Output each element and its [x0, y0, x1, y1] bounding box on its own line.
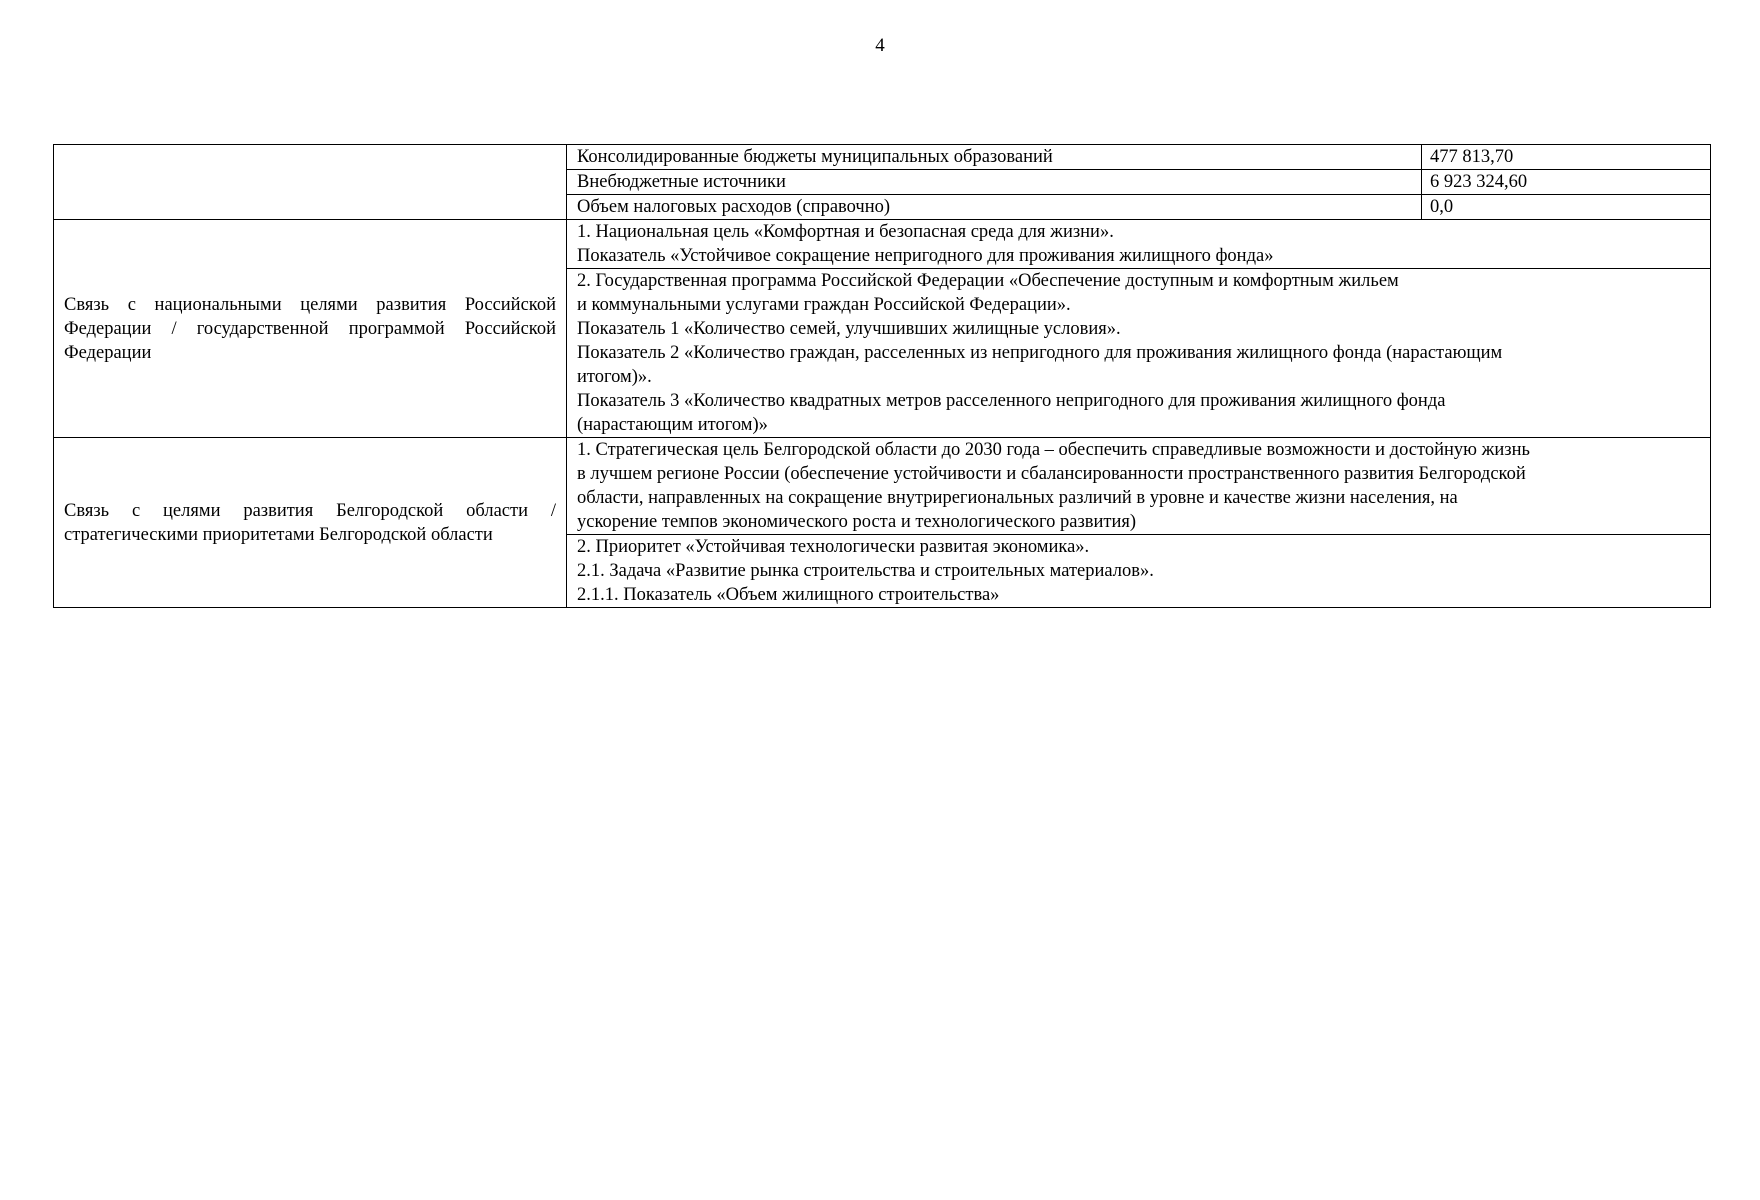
- state-program-block: [567, 269, 1711, 438]
- finance-row-label: Объем налоговых расходов (справочно): [567, 195, 1422, 220]
- text-line: итогом)».: [577, 367, 652, 387]
- text-line: Показатель 3 «Количество квадратных метров расселенного непригодного для проживания жилищного фонда: [577, 391, 1446, 411]
- table-row: [54, 145, 1711, 170]
- finance-row-value: 0,0: [1422, 195, 1711, 220]
- regional-goals-label: Связь с целями развития Белгородской области / стратегическими приоритетами Белгородской области: [54, 438, 567, 608]
- finance-row-label: Консолидированные бюджеты муниципальных образований: [567, 145, 1422, 170]
- table-row: [54, 438, 1711, 535]
- empty-label-cell: [54, 145, 567, 220]
- text-line: Показатель «Устойчивое сокращение непригодного для проживания жилищного фонда»: [577, 246, 1274, 266]
- national-goal-block: [567, 220, 1711, 269]
- text-line: 2.1.1. Показатель «Объем жилищного строительства»: [577, 585, 1000, 605]
- page-number: 4: [875, 35, 885, 56]
- text-line: 2. Приоритет «Устойчивая технологически развитая экономика».: [577, 537, 1090, 557]
- text-line: области, направленных на сокращение внутрирегиональных различий в уровне и качестве жизни населения, на: [577, 488, 1458, 508]
- finance-row-label: Внебюджетные источники: [567, 170, 1422, 195]
- text-line: в лучшем регионе России (обеспечение устойчивости и сбалансированности пространственного развития Белгородской: [577, 464, 1526, 484]
- table-row: [54, 220, 1711, 269]
- national-goals-label: Связь с национальными целями развития Российской Федерации / государственной программой Российской Федерации: [54, 220, 567, 438]
- text-line: 2.1. Задача «Развитие рынка строительства и строительных материалов».: [577, 561, 1154, 581]
- text-line: 1. Стратегическая цель Белгородской области до 2030 года – обеспечить справедливые возможности и достойную жизнь: [577, 440, 1530, 460]
- text-line: 2. Государственная программа Российской Федерации «Обеспечение доступным и комфортным жильем: [577, 271, 1399, 291]
- text-line: ускорение темпов экономического роста и технологического развития): [577, 512, 1137, 532]
- text-line: и коммунальными услугами граждан Российской Федерации».: [577, 295, 1071, 315]
- text-line: Показатель 2 «Количество граждан, расселенных из непригодного для проживания жилищного фонда (нарастающим: [577, 343, 1503, 363]
- text-line: (нарастающим итогом)»: [577, 415, 768, 435]
- text-line: 1. Национальная цель «Комфортная и безопасная среда для жизни».: [577, 222, 1114, 242]
- strategic-goal-block: [567, 438, 1711, 535]
- text-line: Показатель 1 «Количество семей, улучшивших жилищные условия».: [577, 319, 1121, 339]
- priority-block: [567, 535, 1711, 608]
- finance-row-value: 477 813,70: [1422, 145, 1711, 170]
- passport-table: [53, 144, 1711, 608]
- finance-row-value: 6 923 324,60: [1422, 170, 1711, 195]
